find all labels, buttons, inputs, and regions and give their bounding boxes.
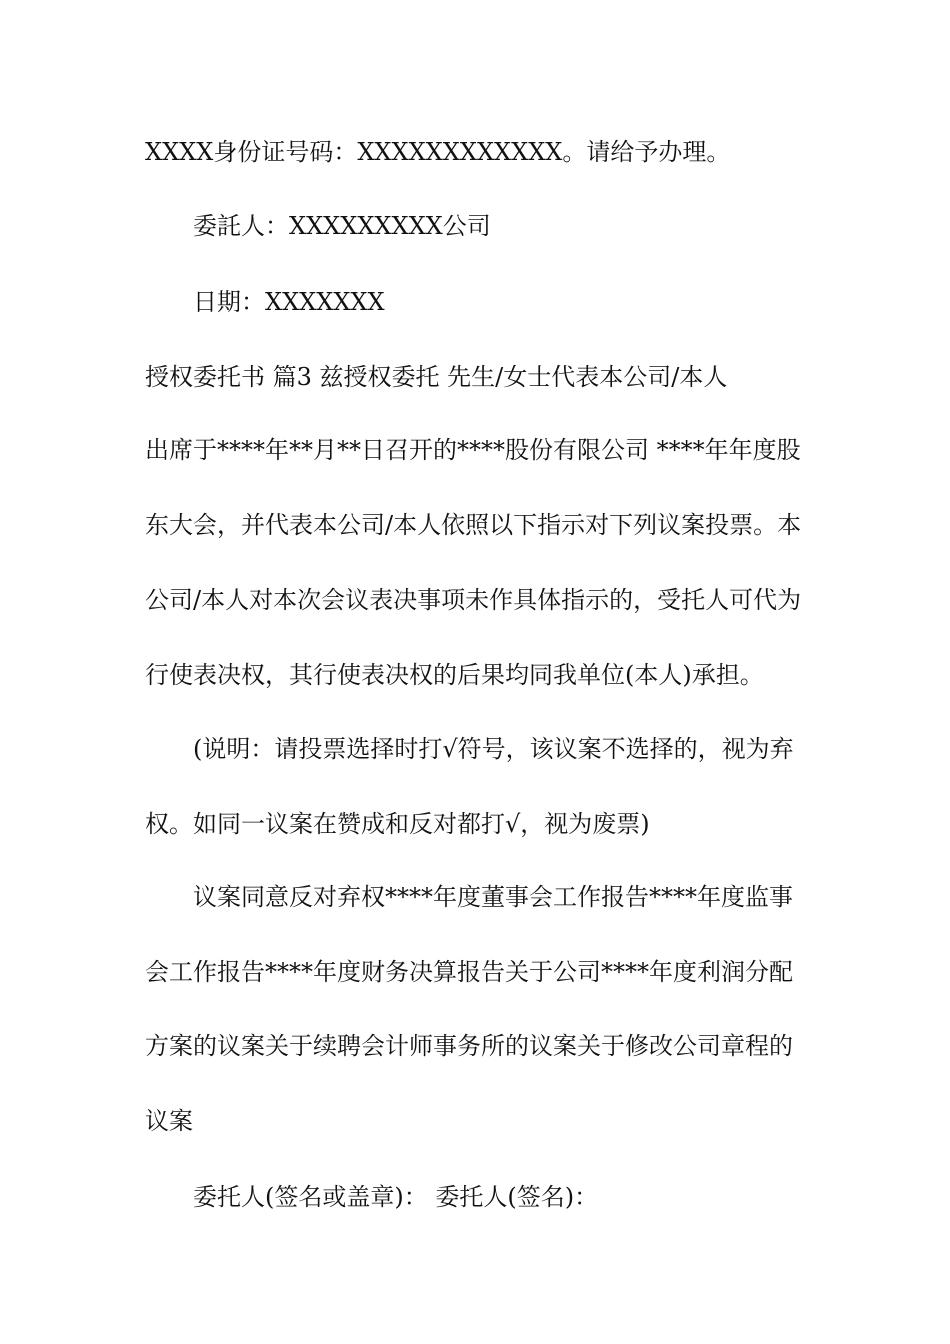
note-line: 权。如同一议案在赞成和反对都打√，视为废票)	[145, 810, 650, 838]
paragraph-line: 出席于****年**月**日召开的****股份有限公司 ****年年度股	[145, 436, 801, 464]
motion-line: 议案	[145, 1107, 193, 1135]
motion-line: 方案的议案关于续聘会计师事务所的议案关于修改公司章程的	[145, 1032, 793, 1060]
section-heading-line: 授权委托书 篇3 兹授权委托 先生/女士代表本公司/本人	[145, 363, 728, 391]
date-line: 日期：XXXXXXX	[193, 288, 385, 316]
paragraph-line: 公司/本人对本次会议表决事项未作具体指示的，受托人可代为	[145, 586, 802, 614]
paragraph-line: 东大会，并代表本公司/本人依照以下指示对下列议案投票。本	[145, 511, 802, 539]
signature-line: 委托人(签名或盖章)： 委托人(签名)：	[193, 1183, 599, 1211]
principal-line: 委託人：XXXXXXXXX公司	[193, 212, 491, 240]
motion-line: 议案同意反对弃权****年度董事会工作报告****年度监事	[193, 883, 793, 911]
note-line: (说明：请投票选择时打√符号，该议案不选择的，视为弃	[193, 735, 794, 763]
motion-line: 会工作报告****年度财务决算报告关于公司****年度利润分配	[145, 958, 793, 986]
id-number-line: XXXX身份证号码：XXXXXXXXXXXX。请给予办理。	[145, 138, 731, 166]
paragraph-line: 行使表决权，其行使表决权的后果均同我单位(本人)承担。	[145, 661, 764, 689]
